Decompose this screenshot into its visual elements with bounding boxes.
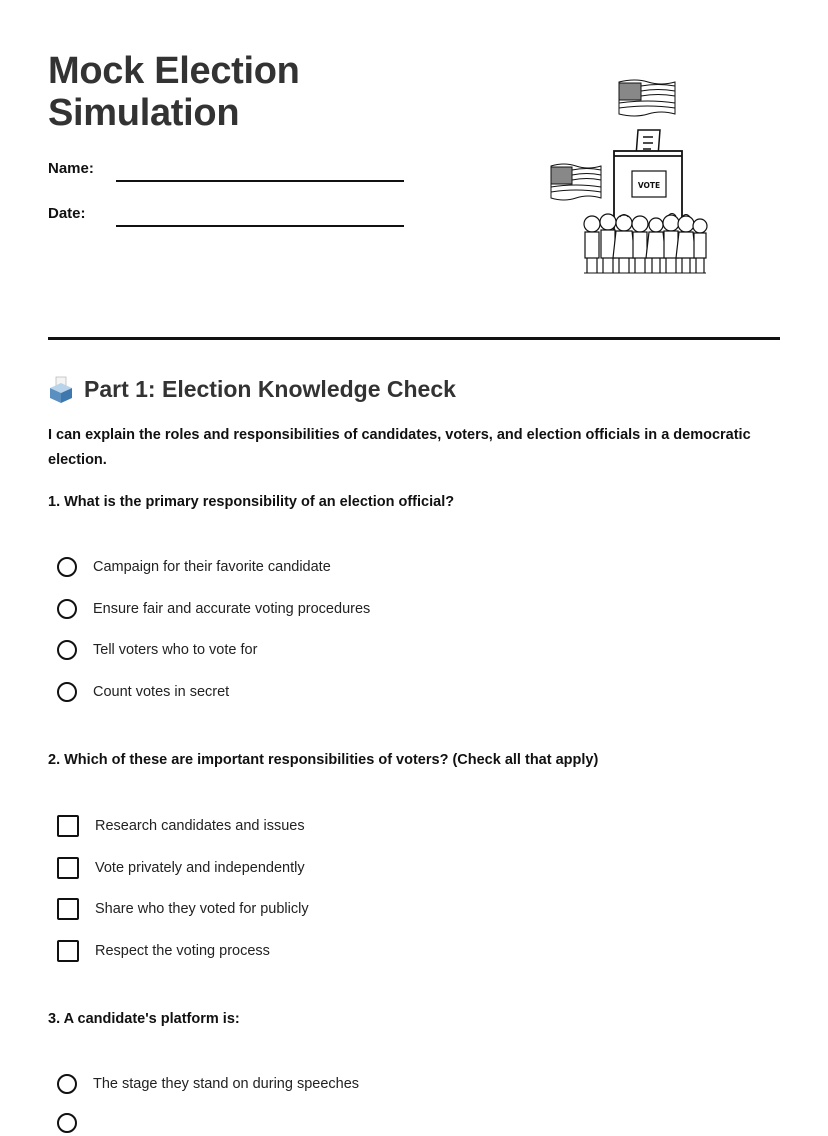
radio-button[interactable] [57,682,77,702]
option-label: Tell voters who to vote for [93,642,258,658]
q2-option-1[interactable] [57,813,305,839]
option-label: Share who they voted for publicly [95,901,309,917]
q1-option-1[interactable] [57,554,331,580]
vote-box-text: VOTE [637,181,661,190]
radio-button[interactable] [57,1074,77,1094]
q1-option-3[interactable] [57,637,257,663]
page-title: Mock Election Simulation [48,50,300,134]
radio-button[interactable] [57,1113,77,1133]
radio-button[interactable] [57,599,77,619]
checkbox[interactable] [57,940,79,962]
question-1: 1. What is the primary responsibility of an election official? [48,494,455,510]
name-label: Name: [48,160,94,177]
checkbox[interactable] [57,815,79,837]
date-field[interactable] [116,225,404,227]
part1-title: Part 1: Election Knowledge Check [84,375,456,402]
name-field[interactable] [116,180,404,182]
q2-option-4[interactable] [57,938,270,964]
radio-button[interactable] [57,557,77,577]
checkbox[interactable] [57,857,79,879]
option-label: Count votes in secret [93,684,230,700]
q2-option-2[interactable] [57,855,305,881]
section-divider [48,337,780,340]
date-label: Date: [48,205,86,222]
q2-option-3[interactable] [57,896,309,922]
question-3: 3. A candidate's platform is: [48,1011,240,1027]
option-label: Respect the voting process [95,943,270,959]
q3-option-1[interactable] [57,1071,359,1097]
part1-heading [48,374,456,404]
checkbox[interactable] [57,898,79,920]
option-label: Research candidates and issues [95,818,305,834]
q1-option-2[interactable] [57,596,370,622]
q3-option-2[interactable] [57,1110,77,1136]
q1-option-4[interactable] [57,679,229,705]
option-label: Campaign for their favorite candidate [93,559,331,575]
ballot-box-children-flags-icon [548,76,708,280]
ballot-box-icon [48,374,74,404]
learning-objective: I can explain the roles and responsibilities of candidates, voters, and election officials in a democratic election. [48,427,751,468]
option-label: Vote privately and independently [95,860,305,876]
option-label: Ensure fair and accurate voting procedures [93,601,371,617]
question-2: 2. Which of these are important responsibilities of voters? (Check all that apply) [48,752,599,768]
radio-button[interactable] [57,640,77,660]
option-label: The stage they stand on during speeches [93,1076,360,1092]
